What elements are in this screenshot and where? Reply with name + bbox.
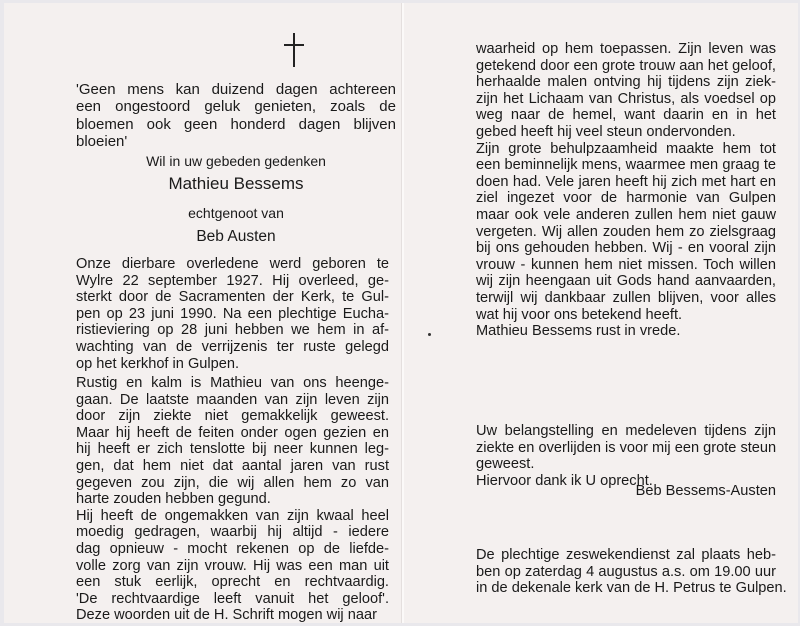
text-line: 'De rechtvaardige leeft vanuit het geloof'. xyxy=(76,590,389,607)
text-line: bij ons gehouden hebben. Wij - en vooral zijn xyxy=(476,240,776,257)
text-line: getekend door een grote trouw aan het geloof, xyxy=(476,57,776,74)
text-line: Rustig en kalm is Mathieu van ons heenge- xyxy=(76,375,389,391)
intro-text: Wil in uw gebeden gedenken xyxy=(146,153,326,169)
text-line: ristieviering op 28 juni hebben we hem in af- xyxy=(76,322,389,339)
cross-vertical xyxy=(293,33,295,67)
faith-paragraph xyxy=(476,41,776,340)
text-line: waarheid op hem toepassen. Zijn leven was xyxy=(476,41,776,57)
quote-line: 'Geen mens kan duizend dagen achtereen xyxy=(76,81,396,98)
text-line: terwijl wij dankbaar zullen blijven, voor alles xyxy=(476,289,776,306)
text-line: wij zijn heengaan uit Gods hand aanvaarden, xyxy=(476,273,776,290)
signature: Beb Bessems-Austen xyxy=(635,483,776,499)
text-line: Hij heeft de ongemakken van zijn kwaal heel xyxy=(76,507,389,524)
cross-icon xyxy=(284,33,304,67)
text-line: op het kerkhof in Gulpen. xyxy=(76,355,240,372)
text-line: gegeven zou zijn, die wij allen hem zo van xyxy=(76,474,389,491)
text-line: Hiervoor dank ik U oprecht. xyxy=(476,472,653,489)
cross-horizontal xyxy=(284,44,304,46)
quote-line: een ongestoord geluk genieten, zoals de xyxy=(76,98,396,116)
text-line: wachting van de verrijzenis ter ruste gelegd xyxy=(76,338,389,355)
biography-paragraph xyxy=(76,256,389,372)
text-line: ziel ingezet voor de harmonie van Gulpen xyxy=(476,190,776,207)
text-line: Mathieu Bessems rust in vrede. xyxy=(476,323,681,340)
text-line: herhaalde malen ontving hij tijdens zijn ziek- xyxy=(476,74,776,91)
text-line: Uw belangstelling en medeleven tijdens zijn xyxy=(476,423,776,439)
text-line: vrouw - kunnen hem niet missen. Toch willen xyxy=(476,256,776,273)
text-line: gaan. De laatste maanden van zijn leven zijn xyxy=(76,391,389,408)
card-fold xyxy=(401,3,404,623)
text-line: een beminnelijk mens, waarmee men graag te xyxy=(476,157,776,174)
text-line: Maar hij heeft de feiten onder ogen gezien en xyxy=(76,424,389,441)
text-line: pen op 23 juni 1990. Na een plechtige Eucha- xyxy=(76,305,389,322)
text-line: sterkt door de Sacramenten der Kerk, te Gul- xyxy=(76,289,389,306)
text-line: moedig gedragen, waarbij hij altijd - iedere xyxy=(76,524,389,541)
text-line: door zijn ziekte niet gemakkelijk geweest. xyxy=(76,408,389,425)
text-line: zijn het Lichaam van Christus, als voedsel op xyxy=(476,90,776,107)
text-line: een stuk eerlijk, oprecht en rechtvaardig. xyxy=(76,574,389,591)
text-line: gebed heeft hij veel steun ondervonden. xyxy=(476,123,736,140)
character-paragraph xyxy=(76,375,389,624)
text-line: wat hij voor ons betekend heeft. xyxy=(476,306,683,323)
text-line: vergeten. Wij allen zouden hem zo zielsgraag xyxy=(476,223,776,240)
text-line: hij heeft er zich tenslotte bij neer kunnen leg- xyxy=(76,441,389,458)
text-line: Onze dierbare overledene werd geboren te xyxy=(76,256,389,272)
thanks-paragraph xyxy=(476,423,776,489)
text-line: harte zouden hebben gegund. xyxy=(76,491,271,508)
service-notice xyxy=(476,547,787,597)
text-line: gen, dat hem niet dat aantal jaren van rust xyxy=(76,457,389,474)
spouse-label: echtgenoot van xyxy=(188,205,284,221)
text-line: maar ook vele anderen zullen hem niet gauw xyxy=(476,206,776,223)
quote-line: bloeien' xyxy=(76,132,128,150)
text-line: doen had. Vele jaren heeft hij zich met hart en xyxy=(476,173,776,190)
text-line: Zijn grote behulpzaamheid maakte hem tot xyxy=(476,140,776,157)
opening-quote xyxy=(76,81,396,150)
spouse-name: Beb Austen xyxy=(196,228,276,245)
text-line: weg naar de hemel, want daarin en in het xyxy=(476,107,776,124)
text-line: in de dekenale kerk van de H. Petrus te Gulpen. xyxy=(476,580,787,597)
speck xyxy=(428,333,431,336)
text-line: dag opnieuw - mocht rekenen op de liefde- xyxy=(76,540,389,557)
text-line: Deze woorden uit de H. Schrift mogen wij naar xyxy=(76,607,377,624)
text-line: De plechtige zeswekendienst zal plaats heb- xyxy=(476,547,776,563)
quote-line: bloemen ook geen honderd dagen blijven xyxy=(76,115,396,133)
text-line: geweest. xyxy=(476,456,535,473)
text-line: ben op zaterdag 4 augustus a.s. om 19.00 uur xyxy=(476,563,776,580)
text-line: ziekte en overlijden is voor mij een grote steun xyxy=(476,439,777,456)
deceased-name: Mathieu Bessems xyxy=(168,174,304,193)
text-line: volle zorg van zijn vrouw. Hij was een man uit xyxy=(76,557,389,574)
text-line: Wylre 22 september 1927. Hij overleed, ge- xyxy=(76,272,389,289)
